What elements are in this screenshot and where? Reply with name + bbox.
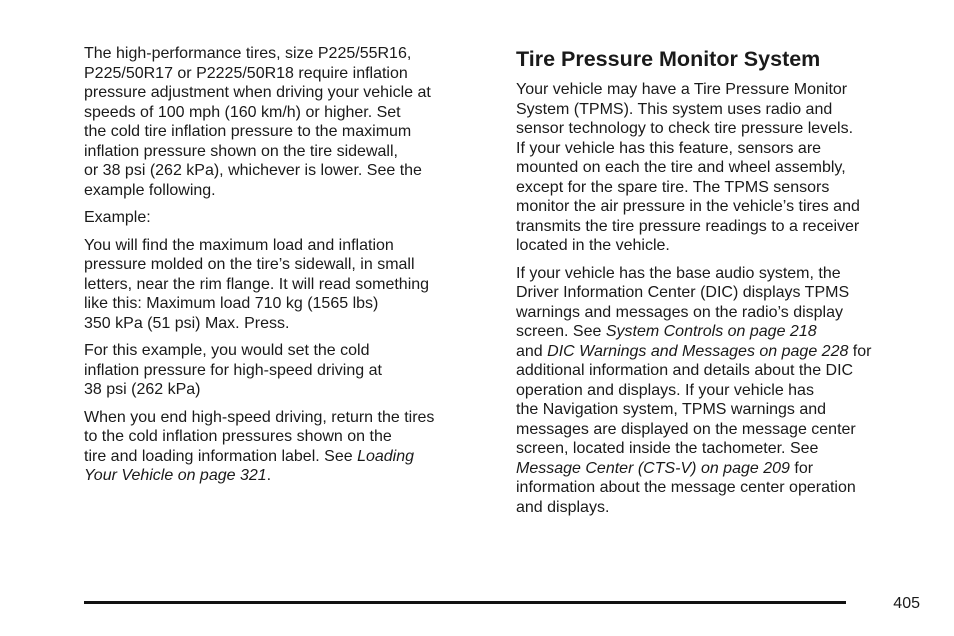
text-line: or 38 psi (262 kPa), whichever is lower. See the	[84, 162, 422, 179]
text-line: inflation pressure for high-speed driving at	[84, 361, 382, 379]
paragraph-max-load	[84, 236, 484, 334]
text-line: Example:	[84, 209, 151, 226]
paragraph-tpms-intro	[516, 80, 926, 256]
text-line: transmits the tire pressure readings to a receiver	[516, 217, 860, 235]
text-line: sensor technology to check tire pressure levels.	[516, 120, 854, 137]
text-line: speeds of 100 mph (160 km/h) or higher. Set	[84, 103, 401, 121]
text-span: for	[789, 459, 814, 477]
text-line: except for the spare tire. The TPMS sensors	[516, 178, 830, 196]
text-line: information about the message center operation	[516, 479, 856, 496]
footer-rule	[84, 601, 846, 604]
text-span: and	[516, 342, 548, 360]
text-line: If your vehicle has the base audio system, the	[516, 264, 841, 282]
text-line: warnings and messages on the radio’s display	[516, 303, 844, 321]
text-line: pressure molded on the tire’s sidewall, in small	[84, 256, 415, 273]
text-line: 38 psi (262 kPa)	[84, 381, 201, 398]
text-line: the Navigation system, TPMS warnings and	[516, 401, 827, 418]
text-line: If your vehicle has this feature, sensors are	[516, 139, 822, 157]
text-line: messages are displayed on the message center	[516, 420, 856, 438]
text-line: to the cold inflation pressures shown on the	[84, 428, 392, 445]
paragraph-end-high-speed	[84, 408, 484, 486]
text-line: P225/50R17 or P2225/50R18 require inflation	[84, 64, 408, 82]
text-line: Your vehicle may have a Tire Pressure Monitor	[516, 81, 848, 98]
section-heading: Tire Pressure Monitor System	[516, 47, 821, 71]
text-line: additional information and details about the DIC	[516, 362, 854, 379]
text-line	[84, 447, 484, 467]
text-line	[516, 459, 926, 479]
paragraph-example-label	[84, 208, 484, 228]
text-span: screen. See	[516, 323, 606, 340]
page-number: 405	[893, 595, 920, 612]
cross-reference-loading-your-vehicle-page[interactable]: Your Vehicle on page 321	[84, 467, 267, 484]
cross-reference-dic-warnings[interactable]: DIC Warnings and Messages on page 228	[547, 342, 849, 360]
text-line: like this: Maximum load 710 kg (1565 lbs)	[84, 295, 379, 312]
text-line	[84, 466, 484, 486]
text-line: You will find the maximum load and inflation	[84, 236, 394, 254]
text-line: Driver Information Center (DIC) displays TPMS	[516, 284, 850, 301]
cross-reference-system-controls[interactable]: System Controls on page 218	[605, 323, 817, 340]
text-line: example following.	[84, 181, 216, 199]
paragraph-tpms-display	[516, 264, 926, 518]
text-line: System (TPMS). This system uses radio and	[516, 100, 833, 118]
text-line: For this example, you would set the cold	[84, 342, 370, 359]
text-line: inflation pressure shown on the tire sidewall,	[84, 142, 398, 160]
text-span: .	[266, 467, 272, 484]
text-line: and displays.	[516, 498, 610, 516]
text-line: letters, near the rim flange. It will read something	[84, 275, 430, 293]
text-line: When you end high-speed driving, return the tires	[84, 408, 435, 426]
text-line: screen, located inside the tachometer. See	[516, 440, 819, 457]
text-line	[516, 342, 926, 362]
text-span: tire and loading information label. See	[84, 447, 358, 465]
paragraph-cold-inflation	[84, 341, 484, 400]
text-span: for	[848, 342, 872, 360]
text-line: pressure adjustment when driving your vehicle at	[84, 84, 431, 101]
text-line: The high-performance tires, size P225/55R16,	[84, 45, 412, 62]
text-line: the cold tire inflation pressure to the maximum	[84, 123, 412, 140]
text-line: operation and displays. If your vehicle has	[516, 381, 814, 399]
cross-reference-message-center[interactable]: Message Center (CTS-V) on page 209	[516, 459, 790, 477]
left-column	[84, 44, 484, 494]
text-line	[516, 322, 926, 342]
cross-reference-loading-your-vehicle[interactable]: Loading	[357, 447, 415, 465]
text-line: mounted on each the tire and wheel assembly,	[516, 159, 846, 176]
text-line: located in the vehicle.	[516, 237, 670, 254]
paragraph-high-performance-tires	[84, 44, 484, 200]
text-line: 350 kPa (51 psi) Max. Press.	[84, 314, 290, 332]
text-line: monitor the air pressure in the vehicle’s tires and	[516, 198, 860, 215]
right-column	[516, 46, 926, 525]
